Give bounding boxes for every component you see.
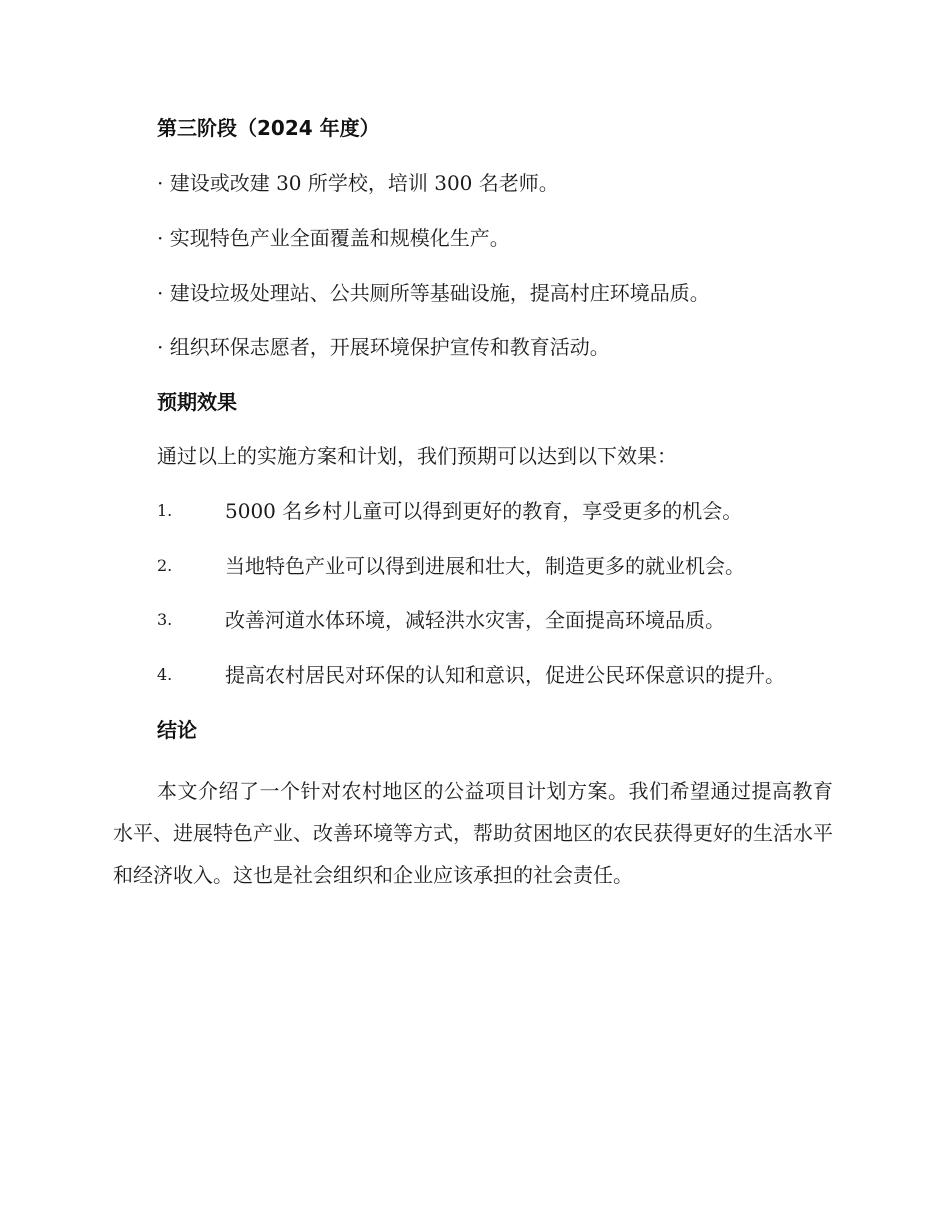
expected-heading: 预期效果 bbox=[157, 390, 237, 414]
expected-intro: 通过以上的实施方案和计划，我们预期可以达到以下效果： bbox=[157, 444, 677, 468]
expected-item-3-text: 改善河道水体环境，减轻洪水灾害，全面提高环境品质。 bbox=[225, 608, 725, 632]
expected-item-1-number: 1. bbox=[157, 501, 173, 520]
expected-item-4-text: 提高农村居民对环保的认知和意识，促进公民环保意识的提升。 bbox=[225, 663, 785, 687]
phase3-bullet-1: · 建设或改建 30 所学校，培训 300 名老师。 bbox=[157, 171, 559, 195]
conclusion-body: 本文介绍了一个针对农村地区的公益项目计划方案。我们希望通过提高教育水平、进展特色产业、改善环境等方式，帮助贫困地区的农民获得更好的生活水平和经济收入。这也是社会组织和企业应该承担的社会责任。 bbox=[113, 779, 833, 887]
phase3-bullet-2: · 实现特色产业全面覆盖和规模化生产。 bbox=[157, 226, 510, 250]
expected-item-2-text: 当地特色产业可以得到进展和壮大，制造更多的就业机会。 bbox=[225, 554, 745, 578]
expected-item-1-text: 5000 名乡村儿童可以得到更好的教育，享受更多的机会。 bbox=[225, 499, 743, 523]
conclusion-heading: 结论 bbox=[157, 718, 197, 742]
phase3-bullet-3: · 建设垃圾处理站、公共厕所等基础设施，提高村庄环境品质。 bbox=[157, 281, 710, 305]
expected-item-3-number: 3. bbox=[157, 610, 173, 629]
phase3-heading: 第三阶段（2024 年度） bbox=[157, 116, 380, 140]
expected-item-2-number: 2. bbox=[157, 556, 173, 575]
expected-item-4-number: 4. bbox=[157, 665, 173, 684]
phase3-bullet-4: · 组织环保志愿者，开展环境保护宣传和教育活动。 bbox=[157, 335, 610, 359]
